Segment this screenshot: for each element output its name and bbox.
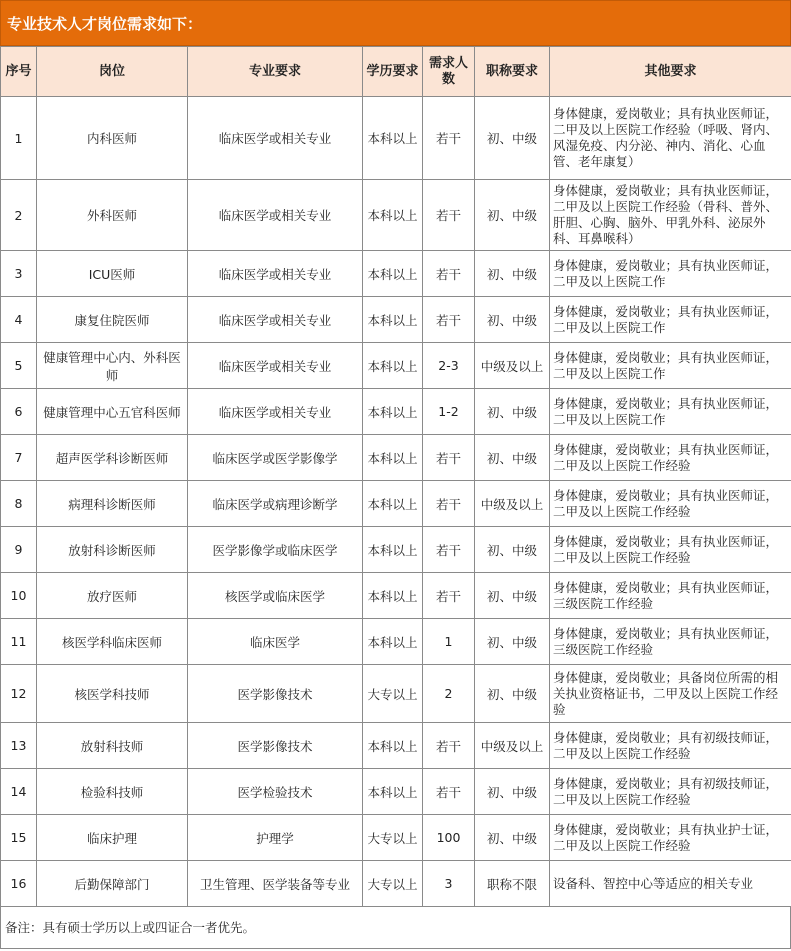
- cell-education: 大专以上: [363, 861, 423, 907]
- cell-education: 本科以上: [363, 97, 423, 180]
- cell-major: 医学影像技术: [188, 723, 363, 769]
- cell-education: 本科以上: [363, 723, 423, 769]
- table-title: 专业技术人才岗位需求如下：: [0, 0, 791, 46]
- cell-title: 初、中级: [475, 815, 550, 861]
- cell-post: 康复住院医师: [37, 297, 188, 343]
- cell-count: 2-3: [423, 343, 475, 389]
- cell-post: 健康管理中心内、外科医师: [37, 343, 188, 389]
- cell-major: 医学影像学或临床医学: [188, 527, 363, 573]
- cell-post: 超声医学科诊断医师: [37, 435, 188, 481]
- header-education: 学历要求: [363, 47, 423, 97]
- table-row: [1, 861, 791, 907]
- cell-education: 本科以上: [363, 769, 423, 815]
- cell-no: 6: [1, 389, 37, 435]
- cell-no: 16: [1, 861, 37, 907]
- cell-education: 本科以上: [363, 297, 423, 343]
- cell-other: 身体健康，爱岗敬业；具有执业医师证，二甲及以上医院工作经验: [550, 435, 791, 481]
- cell-major: 核医学或临床医学: [188, 573, 363, 619]
- cell-count: 100: [423, 815, 475, 861]
- cell-title: 初、中级: [475, 180, 550, 251]
- cell-count: 若干: [423, 769, 475, 815]
- cell-title: 初、中级: [475, 527, 550, 573]
- cell-post: 核医学科临床医师: [37, 619, 188, 665]
- cell-title: 初、中级: [475, 619, 550, 665]
- table-row: [1, 97, 791, 180]
- cell-education: 本科以上: [363, 389, 423, 435]
- cell-post: 临床护理: [37, 815, 188, 861]
- cell-title: 初、中级: [475, 297, 550, 343]
- header-other: 其他要求: [550, 47, 791, 97]
- cell-title: 中级及以上: [475, 723, 550, 769]
- cell-no: 9: [1, 527, 37, 573]
- cell-post: 内科医师: [37, 97, 188, 180]
- cell-count: 3: [423, 861, 475, 907]
- cell-education: 本科以上: [363, 481, 423, 527]
- cell-post: ICU医师: [37, 251, 188, 297]
- cell-count: 若干: [423, 527, 475, 573]
- table-row: [1, 481, 791, 527]
- cell-count: 若干: [423, 251, 475, 297]
- cell-education: 本科以上: [363, 251, 423, 297]
- cell-other: 身体健康，爱岗敬业；具有执业医师证，二甲及以上医院工作经验: [550, 527, 791, 573]
- cell-major: 医学检验技术: [188, 769, 363, 815]
- cell-other: 身体健康，爱岗敬业；具有初级技师证，二甲及以上医院工作经验: [550, 769, 791, 815]
- cell-no: 15: [1, 815, 37, 861]
- cell-major: 临床医学: [188, 619, 363, 665]
- cell-other: 身体健康，爱岗敬业；具有执业医师证，二甲及以上医院工作: [550, 389, 791, 435]
- table-row: [1, 343, 791, 389]
- cell-education: 本科以上: [363, 573, 423, 619]
- cell-other: 身体健康，爱岗敬业；具有执业医师证，二甲及以上医院工作经验（骨科、普外、肝胆、心胸、脑外、甲乳外科、泌尿外科、耳鼻喉科）: [550, 180, 791, 251]
- cell-no: 5: [1, 343, 37, 389]
- cell-title: 初、中级: [475, 573, 550, 619]
- cell-major: 护理学: [188, 815, 363, 861]
- cell-post: 外科医师: [37, 180, 188, 251]
- cell-post: 检验科技师: [37, 769, 188, 815]
- cell-title: 中级及以上: [475, 481, 550, 527]
- cell-other: 身体健康，爱岗敬业；具有执业医师证，二甲及以上医院工作经验: [550, 481, 791, 527]
- table-row: [1, 573, 791, 619]
- cell-title: 初、中级: [475, 435, 550, 481]
- table-row: [1, 251, 791, 297]
- cell-other: 身体健康，爱岗敬业；具备岗位所需的相关执业资格证书，二甲及以上医院工作经验: [550, 665, 791, 723]
- cell-major: 临床医学或相关专业: [188, 180, 363, 251]
- cell-other: 身体健康，爱岗敬业；具有执业医师证，三级医院工作经验: [550, 619, 791, 665]
- cell-education: 本科以上: [363, 619, 423, 665]
- positions-table: [0, 46, 791, 907]
- cell-no: 13: [1, 723, 37, 769]
- cell-other: 身体健康，爱岗敬业；具有执业医师证，三级医院工作经验: [550, 573, 791, 619]
- cell-major: 临床医学或相关专业: [188, 389, 363, 435]
- cell-other: 身体健康，爱岗敬业；具有执业医师证，二甲及以上医院工作经验（呼吸、肾内、风湿免疫、内分泌、神内、消化、心血管、老年康复）: [550, 97, 791, 180]
- cell-count: 若干: [423, 435, 475, 481]
- cell-count: 若干: [423, 297, 475, 343]
- cell-title: 中级及以上: [475, 343, 550, 389]
- cell-count: 若干: [423, 180, 475, 251]
- cell-count: 若干: [423, 573, 475, 619]
- cell-no: 11: [1, 619, 37, 665]
- cell-other: 身体健康，爱岗敬业；具有执业医师证，二甲及以上医院工作: [550, 343, 791, 389]
- cell-post: 放疗医师: [37, 573, 188, 619]
- footnote: 备注：具有硕士学历以上或四证合一者优先。: [0, 907, 791, 949]
- cell-education: 大专以上: [363, 665, 423, 723]
- cell-education: 本科以上: [363, 435, 423, 481]
- cell-major: 临床医学或相关专业: [188, 343, 363, 389]
- cell-major: 临床医学或医学影像学: [188, 435, 363, 481]
- table-row: [1, 665, 791, 723]
- cell-count: 1: [423, 619, 475, 665]
- cell-count: 2: [423, 665, 475, 723]
- cell-count: 1-2: [423, 389, 475, 435]
- cell-no: 1: [1, 97, 37, 180]
- cell-no: 12: [1, 665, 37, 723]
- cell-no: 2: [1, 180, 37, 251]
- header-row: [1, 47, 791, 97]
- header-no: 序号: [1, 47, 37, 97]
- cell-no: 7: [1, 435, 37, 481]
- cell-major: 临床医学或相关专业: [188, 297, 363, 343]
- cell-no: 8: [1, 481, 37, 527]
- cell-other: 身体健康，爱岗敬业；具有执业医师证，二甲及以上医院工作: [550, 251, 791, 297]
- table-row: [1, 723, 791, 769]
- cell-major: 医学影像技术: [188, 665, 363, 723]
- cell-major: 卫生管理、医学装备等专业: [188, 861, 363, 907]
- cell-title: 初、中级: [475, 97, 550, 180]
- cell-post: 病理科诊断医师: [37, 481, 188, 527]
- cell-other: 身体健康，爱岗敬业；具有初级技师证，二甲及以上医院工作经验: [550, 723, 791, 769]
- cell-other: 身体健康，爱岗敬业；具有执业医师证，二甲及以上医院工作: [550, 297, 791, 343]
- cell-post: 核医学科技师: [37, 665, 188, 723]
- cell-no: 4: [1, 297, 37, 343]
- header-count: 需求人数: [423, 47, 475, 97]
- table-row: [1, 769, 791, 815]
- header-major: 专业要求: [188, 47, 363, 97]
- cell-education: 本科以上: [363, 180, 423, 251]
- cell-title: 初、中级: [475, 769, 550, 815]
- table-row: [1, 435, 791, 481]
- cell-title: 职称不限: [475, 861, 550, 907]
- table-row: [1, 527, 791, 573]
- cell-major: 临床医学或病理诊断学: [188, 481, 363, 527]
- table-row: [1, 180, 791, 251]
- cell-title: 初、中级: [475, 665, 550, 723]
- cell-no: 3: [1, 251, 37, 297]
- cell-post: 健康管理中心五官科医师: [37, 389, 188, 435]
- table-row: [1, 297, 791, 343]
- cell-major: 临床医学或相关专业: [188, 97, 363, 180]
- cell-count: 若干: [423, 723, 475, 769]
- cell-education: 本科以上: [363, 343, 423, 389]
- cell-education: 大专以上: [363, 815, 423, 861]
- header-post: 岗位: [37, 47, 188, 97]
- cell-no: 10: [1, 573, 37, 619]
- cell-other: 身体健康，爱岗敬业；具有执业护士证，二甲及以上医院工作经验: [550, 815, 791, 861]
- cell-other: 设备科、智控中心等适应的相关专业: [550, 861, 791, 907]
- cell-count: 若干: [423, 481, 475, 527]
- cell-title: 初、中级: [475, 389, 550, 435]
- cell-title: 初、中级: [475, 251, 550, 297]
- cell-education: 本科以上: [363, 527, 423, 573]
- cell-post: 放射科技师: [37, 723, 188, 769]
- cell-major: 临床医学或相关专业: [188, 251, 363, 297]
- cell-no: 14: [1, 769, 37, 815]
- table-row: [1, 619, 791, 665]
- cell-count: 若干: [423, 97, 475, 180]
- header-title: 职称要求: [475, 47, 550, 97]
- table-row: [1, 389, 791, 435]
- table-row: [1, 815, 791, 861]
- cell-post: 后勤保障部门: [37, 861, 188, 907]
- cell-post: 放射科诊断医师: [37, 527, 188, 573]
